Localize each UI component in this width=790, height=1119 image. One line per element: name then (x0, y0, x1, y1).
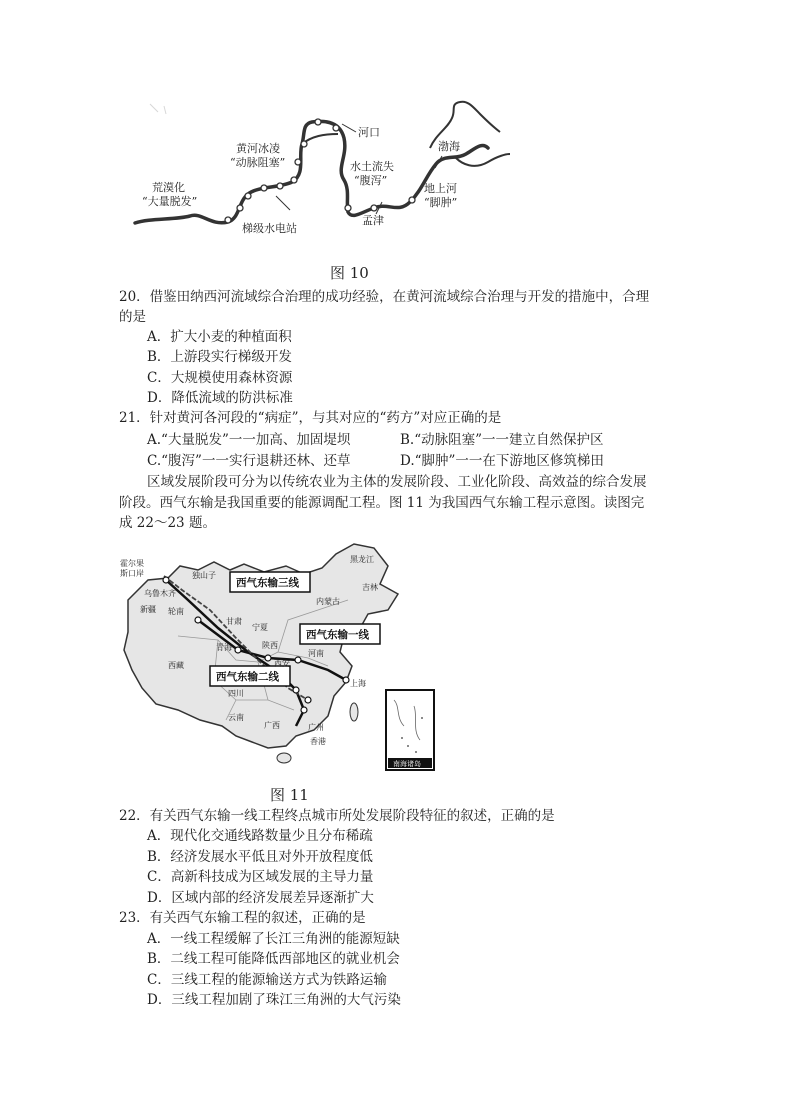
label-erosion-1: 水土流失 (350, 160, 394, 173)
label-xizang: 西藏 (168, 661, 184, 670)
label-ice-1: 黄河冰凌 (236, 142, 280, 155)
q20-stem-line2: 的是 (119, 309, 146, 325)
q22-option-a: A．现代化交通线路数量少且分布稀疏 (147, 828, 373, 844)
q20-option-b: B．上游段实行梯级开发 (147, 349, 292, 365)
q20-option-c: C．大规模使用森林资源 (147, 370, 293, 386)
q23-option-a: A．一线工程缓解了长江三角洲的能源短缺 (147, 931, 400, 947)
label-suspended-1: 地上河 (424, 182, 457, 195)
label-shanxi: 陕西 (262, 641, 278, 650)
intro-line1: 区域发展阶段可分为以传统农业为主体的发展阶段、工业化阶段、高效益的综合发展 (147, 474, 647, 490)
label-desertification-1: 荒漠化 (152, 181, 185, 194)
label-guangzhou: 广州 (308, 723, 324, 732)
svg-text:西气东输一线: 西气东输一线 (306, 629, 369, 641)
figure-11-caption: 图 11 (270, 786, 309, 804)
intro-line2: 阶段。西气东输是我国重要的能源调配工程。图 11 为我国西气东输工程示意图。读图完 (119, 495, 645, 511)
label-cascade: 梯级水电站 (242, 222, 297, 235)
box-line3 (230, 572, 310, 592)
label-suspended-2: “脚肿” (424, 196, 458, 209)
label-qinghai: 青海 (216, 643, 232, 652)
label-horgos-1: 霍尔果 (120, 559, 144, 568)
q21-stem: 21．针对黄河各河段的“病症”，与其对应的“药方”对应正确的是 (119, 410, 502, 426)
q21-option-b: B.“动脉阻塞”一一建立自然保护区 (400, 432, 604, 448)
label-jilin: 吉林 (362, 583, 378, 592)
q23-option-d: D．三线工程加剧了珠江三角洲的大气污染 (147, 992, 401, 1008)
label-ningxia: 宁夏 (252, 623, 268, 632)
q23-stem: 23．有关西气东输工程的叙述，正确的是 (119, 910, 366, 926)
label-yunnan: 云南 (228, 713, 244, 722)
label-heilongjiang: 黑龙江 (350, 555, 374, 564)
q20-option-a: A．扩大小麦的种植面积 (147, 329, 292, 345)
svg-text:西气东输三线: 西气东输三线 (236, 577, 299, 589)
q22-option-b: B．经济发展水平低且对外开放程度低 (147, 849, 373, 865)
label-erosion-2: “腹泻” (354, 174, 388, 187)
q20-option-d: D．降低流域的防洪标准 (147, 390, 293, 406)
q23-option-b: B．二线工程可能降低西部地区的就业机会 (147, 951, 400, 967)
label-urumqi: 乌鲁木齐 (144, 589, 176, 598)
label-hekou: 河口 (358, 126, 380, 139)
q23-option-c: C．三线工程的能源输送方式为铁路运输 (147, 972, 387, 988)
label-lunnan: 轮南 (168, 607, 184, 616)
q21-option-a: A.“大量脱发”一一加高、加固堤坝 (147, 432, 351, 448)
box-line1 (300, 624, 380, 644)
q21-option-d: D.“脚肿”一一在下游地区修筑梯田 (400, 453, 604, 469)
q21-option-c: C.“腹泻”一一实行退耕还林、还草 (147, 453, 351, 469)
q20-stem-line1: 20．借鉴田纳西河流域综合治理的成功经验，在黄河流域综合治理与开发的措施中，合理 (119, 289, 650, 305)
label-xinjiang: 新疆 (140, 605, 156, 614)
label-xian: 西安 (274, 659, 290, 668)
inset-label: 南海诸岛 (393, 760, 421, 768)
label-horgos-2: 斯口岸 (120, 569, 144, 578)
q22-option-c: C．高新科技成为区域发展的主导力量 (147, 869, 374, 885)
label-bohai: 渤海 (438, 140, 460, 153)
intro-line3: 成 22～23 题。 (119, 515, 216, 531)
q22-option-d: D．区域内部的经济发展差异逐渐扩大 (147, 890, 374, 906)
label-ice-2: “动脉阻塞” (230, 156, 286, 169)
label-dushanzi: 独山子 (192, 571, 216, 580)
q22-stem: 22．有关西气东输一线工程终点城市所处发展阶段特征的叙述，正确的是 (119, 808, 555, 824)
label-desertification-2: “大量脱发” (142, 195, 198, 208)
figure-10-caption: 图 10 (330, 264, 369, 282)
yellow-river-map (130, 98, 510, 248)
label-guangxi: 广西 (264, 721, 280, 730)
label-shanghai: 上海 (350, 679, 366, 688)
label-mengjin: 孟津 (362, 214, 384, 227)
label-sichuan: 四川 (228, 689, 244, 698)
label-henan: 河南 (308, 649, 324, 658)
box-line2 (210, 666, 290, 686)
label-neimenggu: 内蒙古 (316, 597, 340, 606)
label-hongkong: 香港 (310, 737, 326, 746)
svg-text:西气东输二线: 西气东输二线 (216, 671, 279, 683)
west-east-gas-map (118, 540, 448, 780)
south-china-sea-inset (386, 690, 434, 770)
label-gansu: 甘肃 (226, 617, 242, 626)
